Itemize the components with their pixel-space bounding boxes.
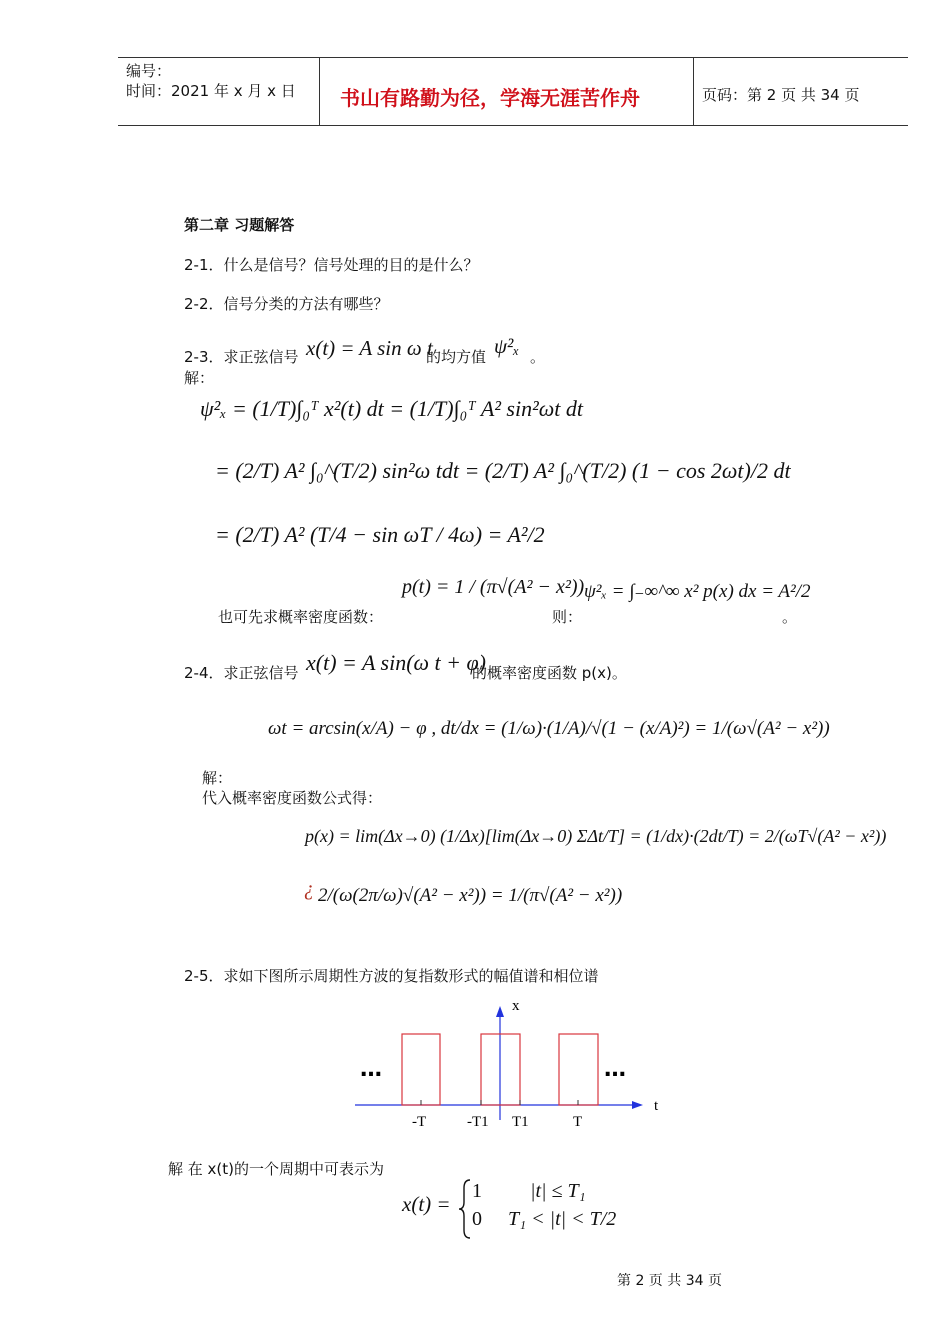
x-axis-label: x bbox=[512, 998, 520, 1014]
case-2-value: 0 bbox=[472, 1208, 482, 1230]
solution-label-2-3: 解： bbox=[184, 369, 215, 387]
equation-2-3-line-3: = (2/T) A² (T/4 − sin ωT / 4ω) = A²/2 bbox=[215, 522, 545, 547]
question-2-4-suffix: 的概率密度函数 p(x)。 bbox=[472, 664, 627, 682]
x-axis-arrow bbox=[496, 1006, 504, 1017]
tick-label-T1: T1 bbox=[512, 1114, 529, 1130]
tick-label-T: T bbox=[573, 1114, 583, 1130]
piecewise-lhs: x(t) = bbox=[402, 1192, 451, 1216]
equation-2-4-line-1: ωt = arcsin(x/A) − φ , dt/dx = (1/ω)·(1/A)/√(1 − (x/A)²) = 1/(ω√(A² − x²)) bbox=[268, 718, 830, 739]
alt-method-text: 也可先求概率密度函数： bbox=[218, 608, 384, 626]
equation-2-4-line-2: p(x) = lim(Δx→0) (1/Δx)[lim(Δx→0) ΣΔt/T] = (1/dx)·(2dt/T) = 2/(ωT√(A² − x²)) bbox=[305, 826, 887, 846]
question-2-5: 2-5．求如下图所示周期性方波的复指数形式的幅值谱和相位谱 bbox=[184, 967, 599, 985]
case-1-condition: |t| ≤ T₁ bbox=[530, 1180, 586, 1202]
equation-2-3-result: ψ²ₓ = ∫₋∞^∞ x² p(x) dx = A²/2 bbox=[584, 581, 811, 602]
header-number-label: 编号： bbox=[126, 62, 172, 80]
solution-2-5: 解 在 x(t)的一个周期中可表示为 bbox=[168, 1160, 384, 1178]
question-2-3-middle: 的均方值 bbox=[426, 348, 487, 366]
question-2-4-prefix: 2-4．求正弦信号 bbox=[184, 664, 299, 682]
header-time-label: 时间：2021 年 x 月 x 日 bbox=[126, 82, 296, 100]
question-2-3-prefix: 2-3．求正弦信号 bbox=[184, 348, 299, 366]
header-divider-2 bbox=[693, 57, 694, 126]
substitute-label: 代入概率密度函数公式得： bbox=[202, 789, 383, 807]
question-2-3-formula: x(t) = A sin ω t bbox=[306, 336, 433, 360]
alt-method-end: 。 bbox=[782, 608, 798, 626]
t-axis-arrow bbox=[632, 1101, 643, 1109]
equation-2-4-line-3: 2/(ω(2π/ω)√(A² − x²)) = 1/(π√(A² − x²)) bbox=[318, 885, 623, 906]
t-axis-label: t bbox=[654, 1098, 659, 1114]
header-bottom-rule bbox=[118, 125, 908, 126]
case-1-value: 1 bbox=[472, 1180, 482, 1202]
equation-2-3-line-2: = (2/T) A² ∫₀^(T/2) sin²ω tdt = (2/T) A² ∫₀^(T/2) (1 − cos 2ωt)/2 dt bbox=[215, 458, 791, 483]
pulse-right bbox=[559, 1034, 598, 1105]
ellipsis-left: … bbox=[360, 1057, 382, 1082]
ellipsis-right: … bbox=[604, 1057, 626, 1082]
header-page-label: 页码：第 2 页 共 34 页 bbox=[702, 86, 860, 104]
solution-label-2-4: 解： bbox=[202, 769, 233, 787]
question-2-2: 2-2．信号分类的方法有哪些？ bbox=[184, 295, 389, 313]
alt-method-then: 则： bbox=[552, 608, 583, 626]
question-2-4-formula: x(t) = A sin(ω t + φ) bbox=[306, 650, 487, 675]
header-divider-1 bbox=[319, 57, 320, 126]
equation-2-3-line-1: ψ²ₓ = (1/T)∫₀ᵀ x²(t) dt = (1/T)∫₀ᵀ A² sin²ωt dt bbox=[200, 396, 583, 421]
equation-2-3-pdf: p(t) = 1 / (π√(A² − x²)) bbox=[402, 576, 585, 598]
header-top-rule bbox=[118, 57, 908, 58]
question-2-3-psi: ψ²ₓ bbox=[494, 334, 520, 358]
equation-2-4-mark: ¿ bbox=[304, 878, 314, 900]
question-2-3-suffix: 。 bbox=[530, 348, 546, 366]
square-wave-figure bbox=[340, 992, 660, 1132]
pulse-left bbox=[402, 1034, 440, 1105]
chapter-title: 第二章 习题解答 bbox=[184, 216, 295, 234]
tick-label-neg-T1: -T1 bbox=[467, 1114, 489, 1130]
case-2-condition: T₁ < |t| < T/2 bbox=[508, 1208, 617, 1230]
page-footer: 第 2 页 共 34 页 bbox=[617, 1273, 722, 1289]
tick-label-neg-T: -T bbox=[412, 1114, 427, 1130]
question-2-1: 2-1．什么是信号？信号处理的目的是什么？ bbox=[184, 256, 479, 274]
piecewise-brace bbox=[458, 1178, 472, 1240]
header-motto: 书山有路勤为径，学海无涯苦作舟 bbox=[340, 86, 640, 110]
